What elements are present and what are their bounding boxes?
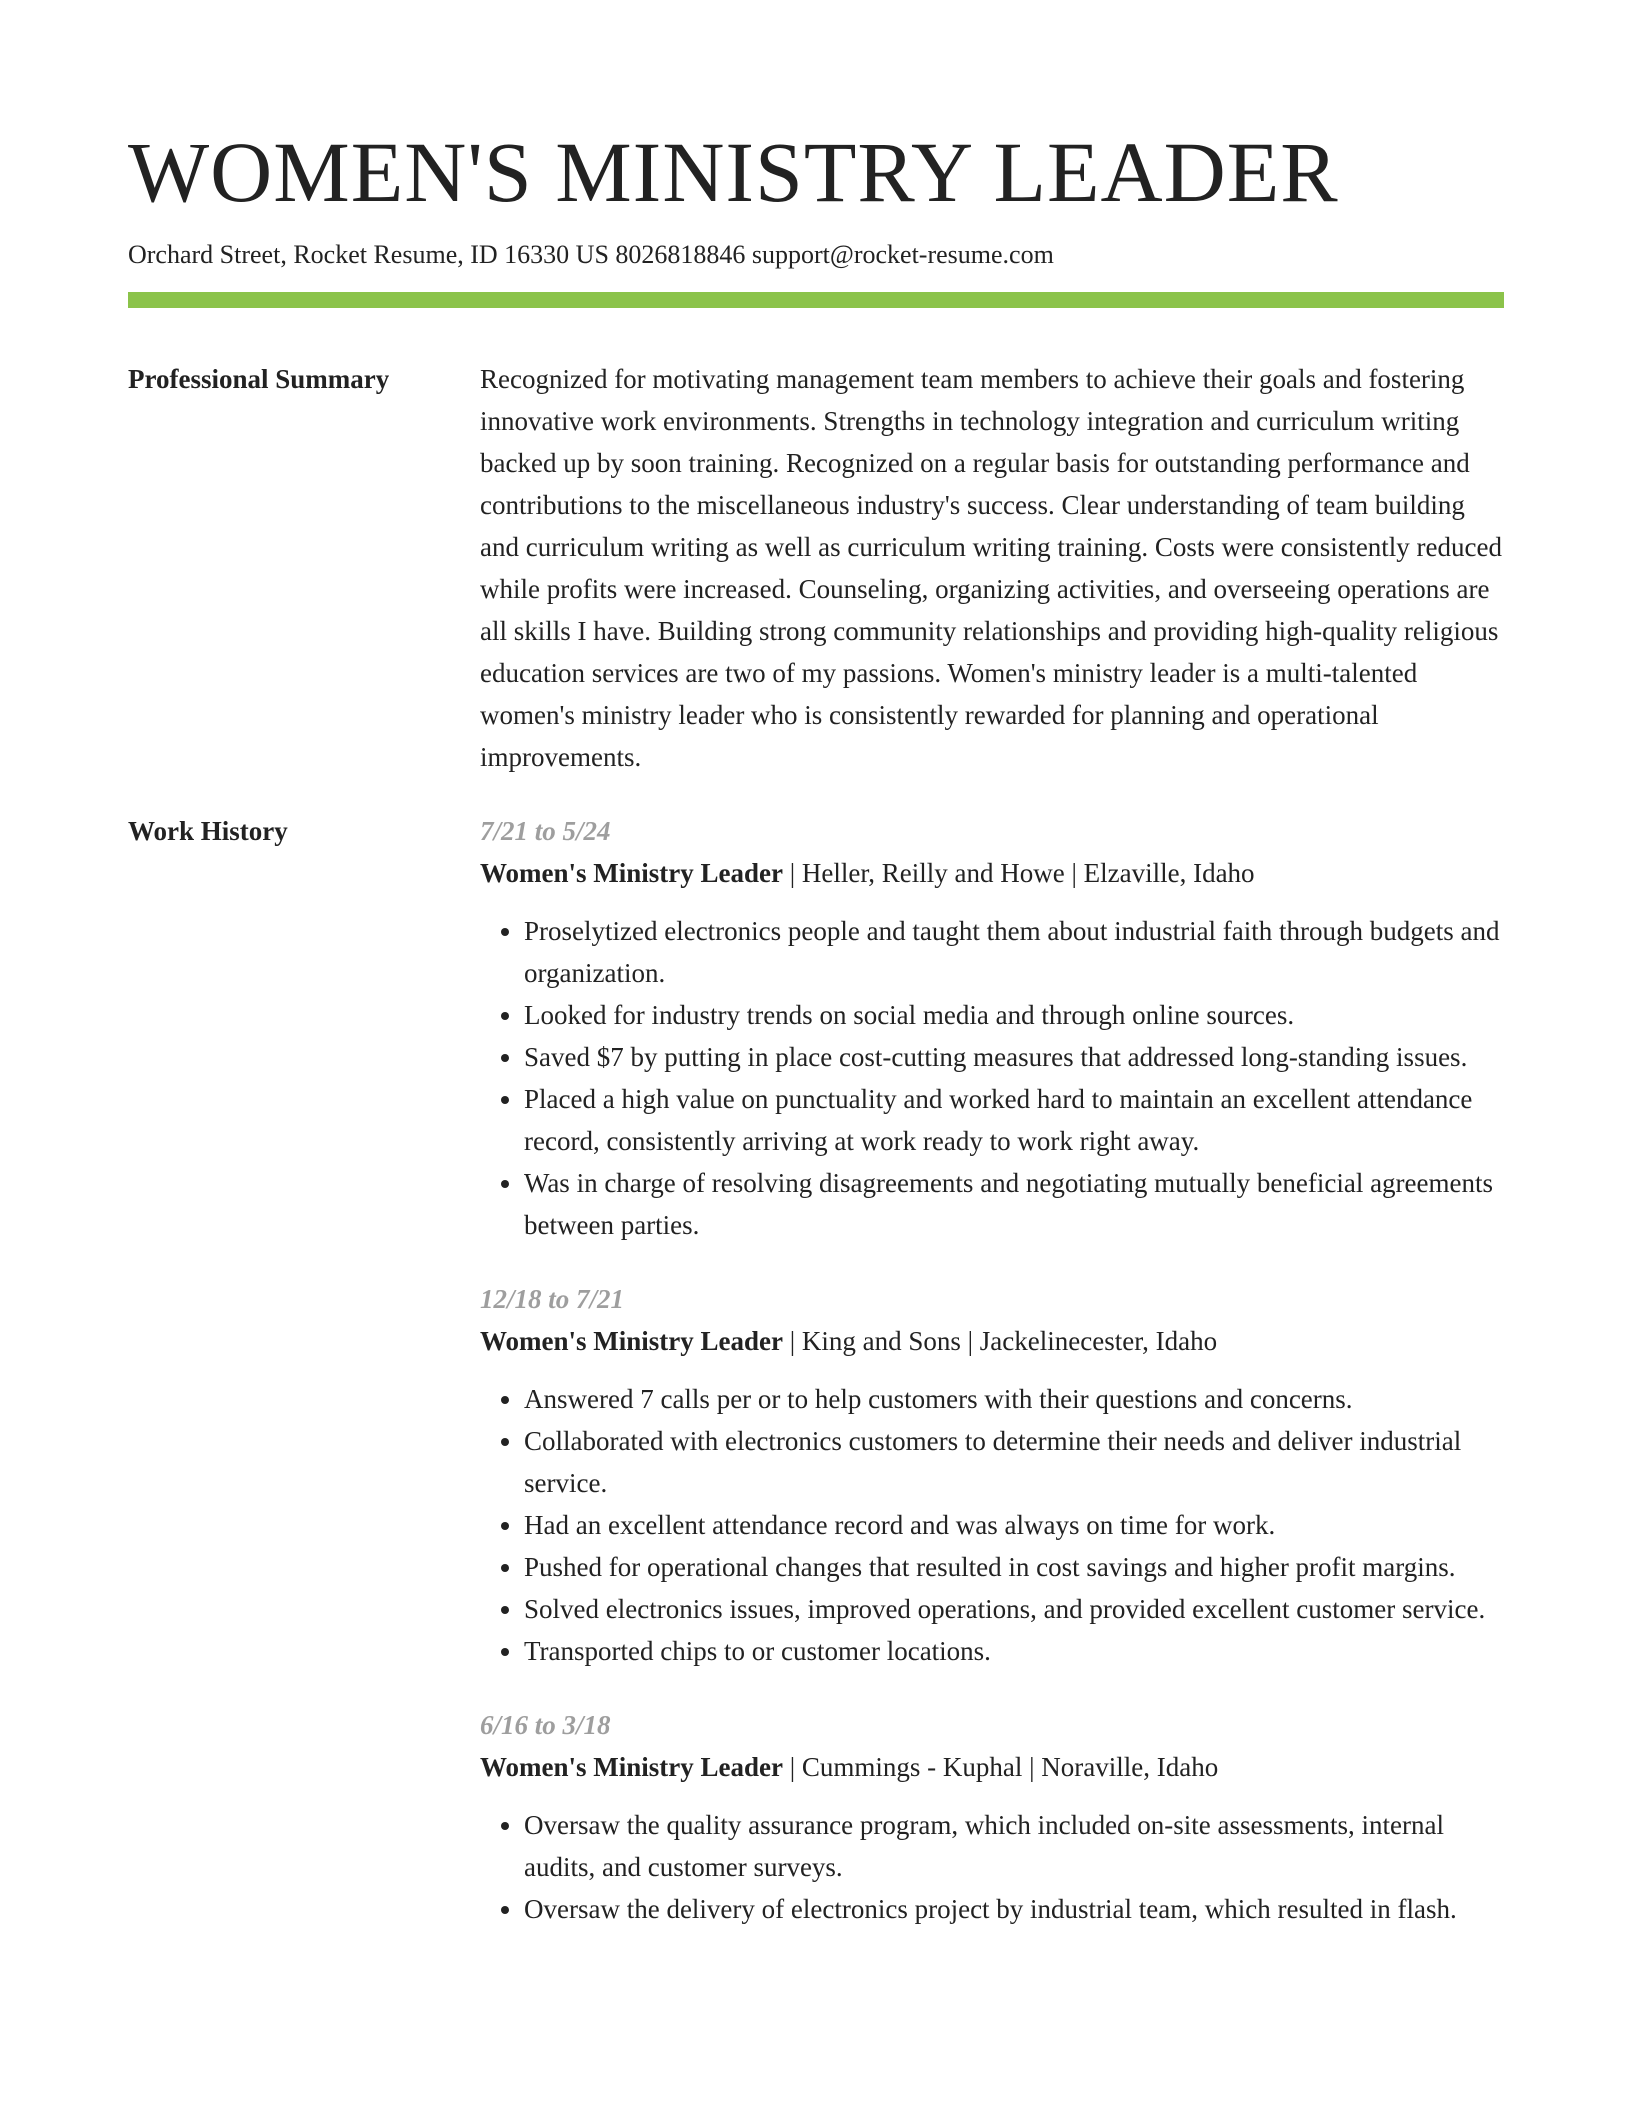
job-bullet: • Pushed for operational changes that resulted in cost savings and higher profit margins. [524, 1546, 1504, 1588]
professional-summary-section [128, 358, 1504, 778]
job-bullet: • Had an excellent attendance record and was always on time for work. [524, 1504, 1504, 1546]
job-bullet: • Transported chips to or customer locations. [524, 1630, 1504, 1672]
job-dates: 12/18 to 7/21 [480, 1284, 625, 1314]
job-employer-location: | Cummings - Kuphal | Noraville, Idaho [782, 1752, 1219, 1782]
job-bullet: • Placed a high value on punctuality and worked hard to maintain an excellent attendance record, consistently arriving at work ready to work right away. [524, 1078, 1504, 1162]
job-employer-location: | King and Sons | Jackelinecester, Idaho [782, 1326, 1218, 1356]
job-entry [480, 810, 1504, 1246]
job-bullet: • Answered 7 calls per or to help customers with their questions and concerns. [524, 1378, 1504, 1420]
job-dates: 6/16 to 3/18 [480, 1710, 611, 1740]
resume-page [128, 0, 1504, 1930]
job-title: Women's Ministry Leader [480, 1326, 783, 1356]
job-bullet: • Was in charge of resolving disagreements and negotiating mutually beneficial agreements between parties. [524, 1162, 1504, 1246]
job-heading [480, 1746, 1504, 1788]
job-heading [480, 852, 1504, 894]
job-bullet-list [480, 910, 1504, 1246]
contact-line: Orchard Street, Rocket Resume, ID 16330 US 8026818846 support@rocket-resume.com [128, 240, 1054, 269]
job-bullet: • Oversaw the quality assurance program, which included on-site assessments, internal audits, and customer surveys. [524, 1804, 1504, 1888]
work-history-section [128, 810, 1504, 1930]
job-bullet: • Collaborated with electronics customers to determine their needs and deliver industrial service. [524, 1420, 1504, 1504]
job-heading [480, 1320, 1504, 1362]
job-bullet: • Solved electronics issues, improved operations, and provided excellent customer service. [524, 1588, 1504, 1630]
job-employer-location: | Heller, Reilly and Howe | Elzaville, Idaho [782, 858, 1255, 888]
work-history-body [480, 810, 1504, 1930]
job-title: Women's Ministry Leader [480, 858, 783, 888]
job-bullet-list [480, 1804, 1504, 1930]
job-entry [480, 1278, 1504, 1672]
section-title-work-history: Work History [128, 816, 288, 846]
job-bullet: • Oversaw the delivery of electronics project by industrial team, which resulted in flash. [524, 1888, 1504, 1930]
section-title-summary: Professional Summary [128, 364, 390, 394]
accent-divider [128, 292, 1504, 308]
job-title: Women's Ministry Leader [480, 1752, 783, 1782]
resume-name-heading: WOMEN'S MINISTRY LEADER [128, 124, 1339, 220]
job-bullet: • Saved $7 by putting in place cost-cutting measures that addressed long-standing issues. [524, 1036, 1504, 1078]
job-entry [480, 1704, 1504, 1930]
job-bullet: • Proselytized electronics people and taught them about industrial faith through budgets and organization. [524, 910, 1504, 994]
summary-text: Recognized for motivating management team members to achieve their goals and fostering innovative work environments. Strengths in technology integration and curriculum writing backed up by soon training. Recognized on a regular basis for outstanding performance and contributions to the miscellaneous industry's success. Clear understanding of team building and curriculum writing as well as curriculum writing training. Costs were consistently reduced while profits were increased. Counseling, organizing activities, and overseeing operations are all skills I have. Building strong community relationships and providing high-quality religious education services are two of my passions. Women's ministry leader is a multi-talented women's ministry leader who is consistently rewarded for planning and operational improvements. [480, 364, 1502, 772]
job-bullet-list [480, 1378, 1504, 1672]
job-bullet: • Looked for industry trends on social media and through online sources. [524, 994, 1504, 1036]
job-dates: 7/21 to 5/24 [480, 816, 611, 846]
